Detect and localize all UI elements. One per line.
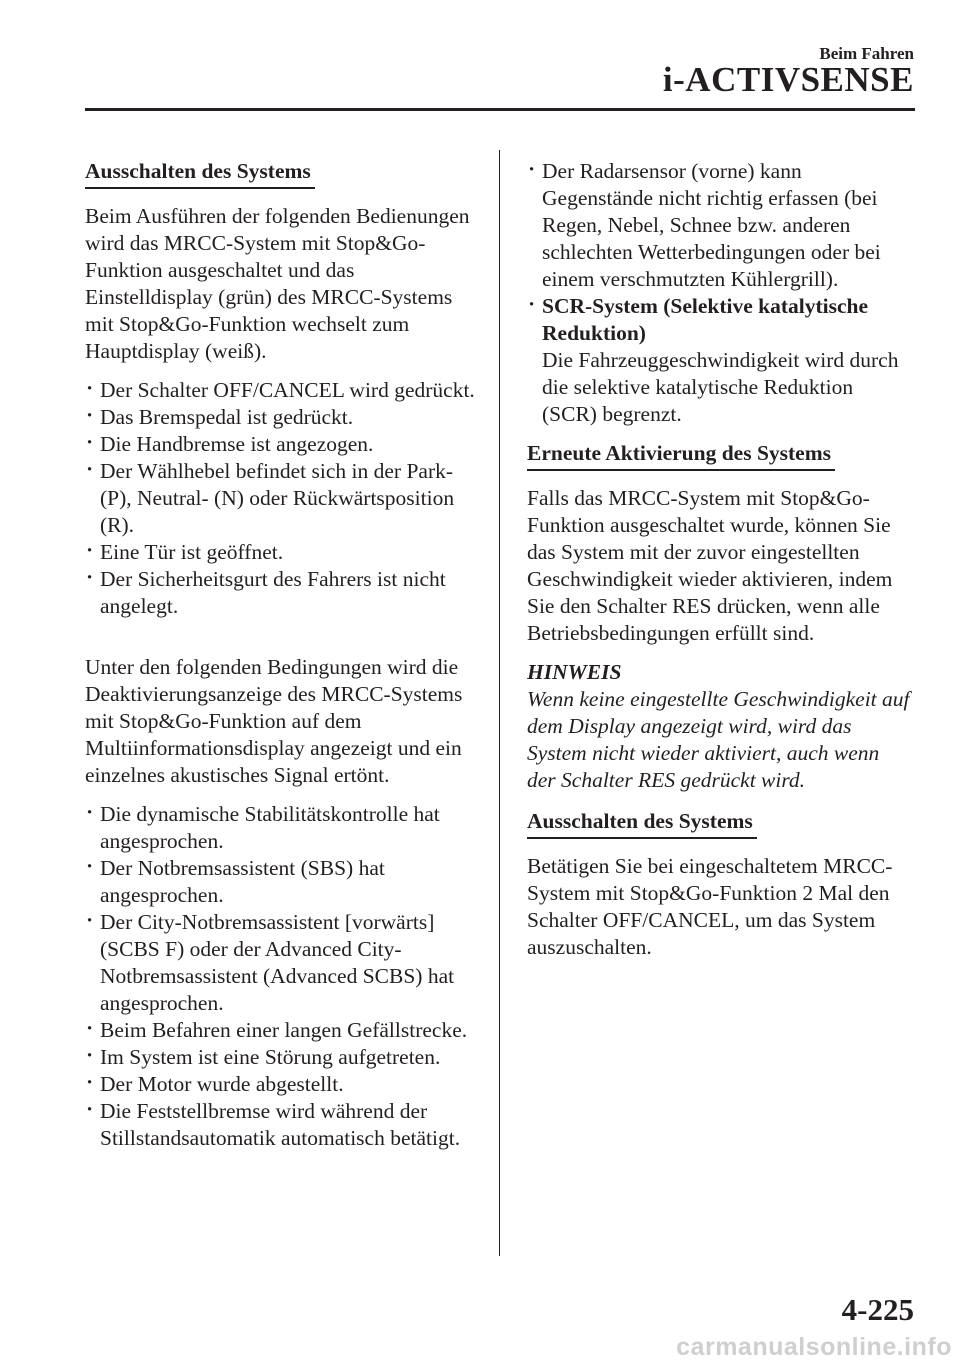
conditions-continued-list [527,158,912,428]
right-column [527,158,912,973]
list-item: · Der Radarsensor (vorne) kann Gegenstände nicht richtig erfassen (bei Regen, Nebel, Schnee bzw. anderen schlechten Wetterbedingungen oder bei einem verschmutzten Kühlergrill). [527,158,912,293]
column-divider [499,150,500,1256]
note-text: Wenn keine eingestellte Geschwindigkeit auf dem Display angezeigt wird, wird das System nicht wieder aktiviert, auch wenn der Schalter RES gedrückt wird. [527,687,910,792]
heading-system-off: Ausschalten des Systems [85,158,315,189]
note-title: HINWEIS [527,660,622,684]
list-item: · Der Sicherheitsgurt des Fahrers ist nicht angelegt. [85,566,477,620]
chapter-title: i-ACTIVSENSE [662,60,914,99]
list-item: · Das Bremspedal ist gedrückt. [85,404,477,431]
list-item: · Der Schalter OFF/CANCEL wird gedrückt. [85,377,477,404]
list-item: · Der Motor wurde abgestellt. [85,1071,477,1098]
scr-text: Die Fahrzeuggeschwindigkeit wird durch die selektive katalytische Reduktion (SCR) begrenzt. [542,348,899,426]
header-rule [85,108,915,111]
list-item-scr [527,293,912,428]
intro-paragraph-2: Unter den folgenden Bedingungen wird die Deaktivierungsanzeige des MRCC-Systems mit Stop&Go-Funktion auf dem Multiinformationsdisplay angezeigt und ein einzelnes akustisches Signal ertönt. [85,655,463,787]
list-item: · Der Notbremsassistent (SBS) hat angesprochen. [85,855,477,909]
list-item: · Die Feststellbremse wird während der Stillstandsautomatik automatisch betätigt. [85,1098,477,1152]
list-item: · Der Wählhebel befindet sich in der Park- (P), Neutral- (N) oder Rückwärtsposition (R). [85,458,477,539]
reactivation-paragraph: Falls das MRCC-System mit Stop&Go-Funktion ausgeschaltet wurde, können Sie das System mit der zuvor eingestellten Geschwindigkeit wieder aktivieren, indem Sie den Schalter RES drücken, wenn alle Betriebsbedingungen erfüllt sind. [527,486,893,645]
scr-title: · SCR-System (Selektive katalytische Reduktion) [542,294,869,345]
deactivation-operations-list [85,377,477,620]
heading-reactivation: Erneute Aktivierung des Systems [527,440,835,471]
intro-paragraph-1: Beim Ausführen der folgenden Bedienungen wird das MRCC-System mit Stop&Go-Funktion ausgeschaltet und das Einstelldisplay (grün) des MRCC-Systems mit Stop&Go-Funktion wechselt zum Hauptdisplay (weiß). [85,204,470,363]
list-item: · Die dynamische Stabilitätskontrolle hat angesprochen. [85,801,477,855]
left-column [85,158,477,1164]
off-paragraph: Betätigen Sie bei eingeschaltetem MRCC-System mit Stop&Go-Funktion 2 Mal den Schalter OFF/CANCEL, um das System auszuschalten. [527,854,893,959]
watermark: carmanualsonline.info [676,1333,952,1361]
list-item: · Beim Befahren einer langen Gefällstrecke. [85,1017,477,1044]
heading-system-off-2: Ausschalten des Systems [527,808,757,839]
page-number: 4-225 [841,1292,914,1327]
list-item: · Eine Tür ist geöffnet. [85,539,477,566]
deactivation-conditions-list [85,801,477,1152]
list-item: · Die Handbremse ist angezogen. [85,431,477,458]
spacer [85,632,477,654]
section-label: Beim Fahren [819,44,914,63]
list-item: · Der City-Notbremsassistent [vorwärts] (SCBS F) oder der Advanced City-Notbremsassistent (Advanced SCBS) hat angesprochen. [85,909,477,1017]
list-item: · Im System ist eine Störung aufgetreten. [85,1044,477,1071]
